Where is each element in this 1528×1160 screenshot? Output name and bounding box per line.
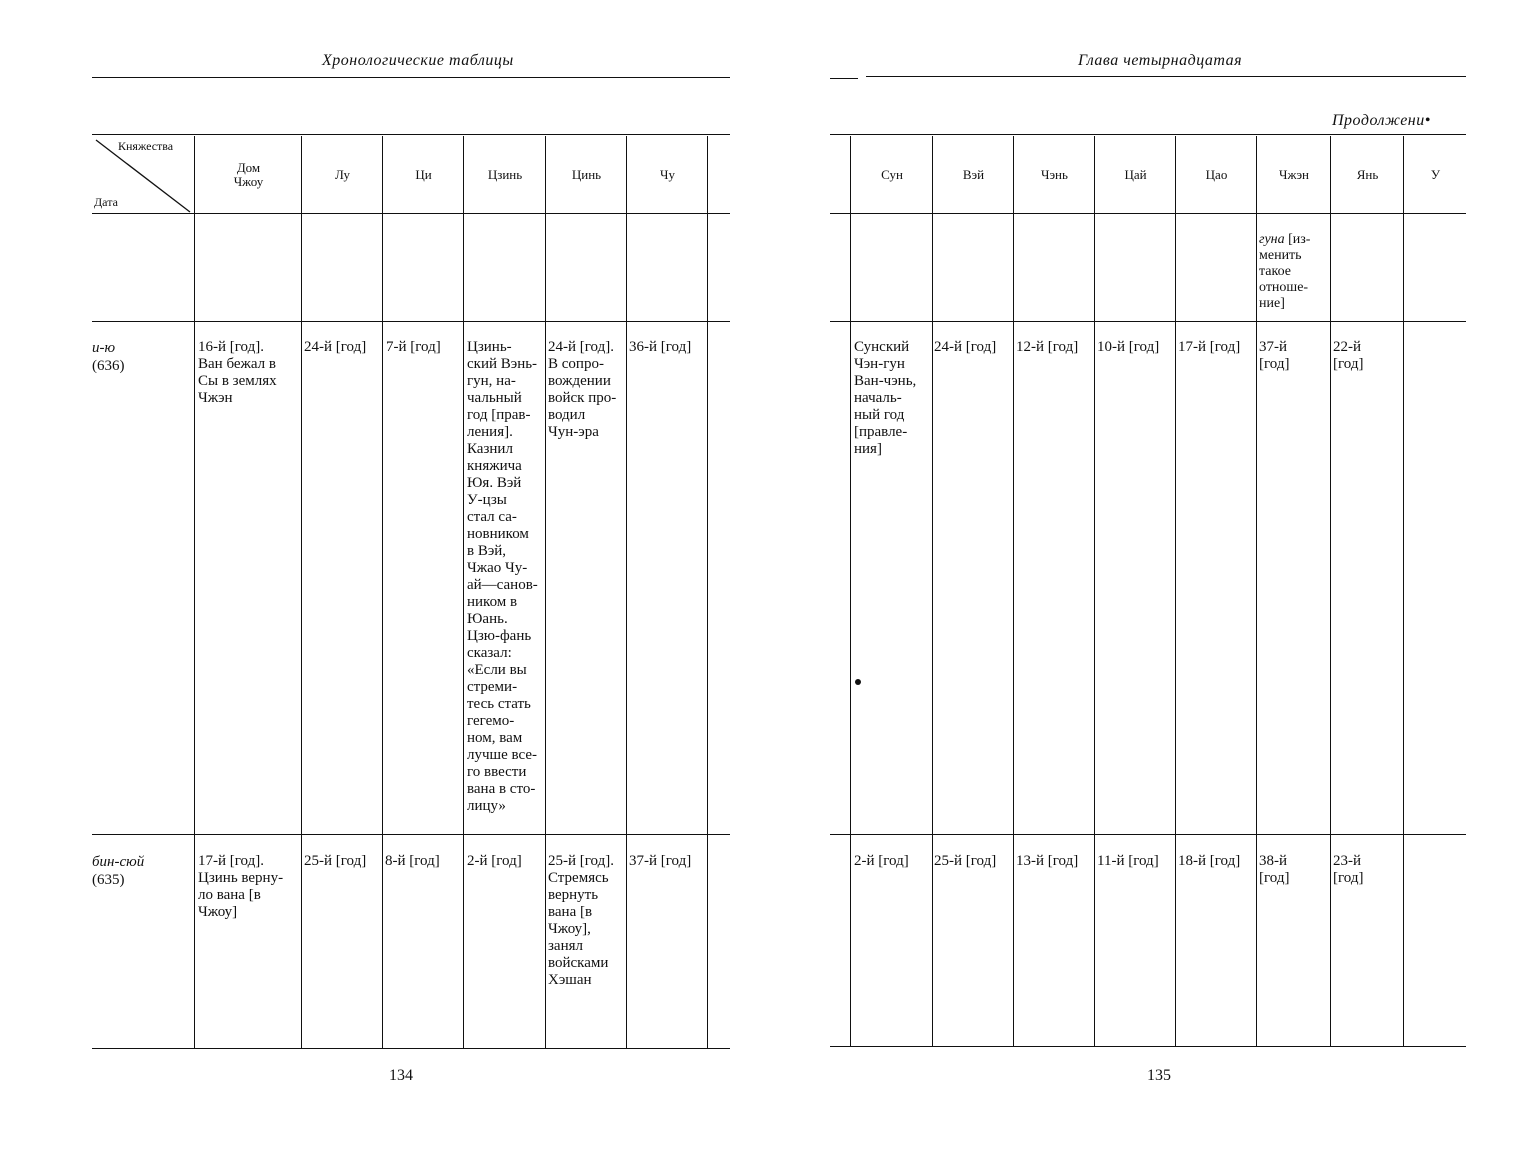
right-col-divider [1175,136,1176,1046]
table-cell: 11-й [год] [1097,853,1159,869]
column-header-tsin: Цинь [571,166,602,182]
corner-header-top: Княжества [118,139,174,153]
left-col-divider [626,136,627,1048]
right-head-rule [866,76,1466,77]
right-col-divider [850,136,851,1046]
column-header-dom-chzhou: Дом Чжоу [233,159,264,189]
left-col-divider [707,136,708,1048]
table-cell: 17-й [год] [1178,339,1241,355]
right-col-divider [1094,136,1095,1046]
table-cell: Сунский Чэн-гун Ван-чэнь, началь- ный год [правле- ния] [854,339,917,457]
bullet-mark [855,679,861,685]
table-cell: 36-й [год] [629,339,692,355]
continuation-label: Продолжени• [1332,112,1431,129]
table-cell: 22-й [год] [1333,339,1364,372]
column-header-lu: Лу [335,166,350,182]
column-header-tsi: Ци [415,166,432,182]
right-row1-rule [830,321,1466,322]
table-cell: 37-й [год] [629,853,692,869]
left-row1-rule [92,321,730,322]
table-cell: 37-й [год] [1259,339,1290,372]
table-cell: 17-й [год]. Цзинь верну- ло вана [в Чжоу] [198,853,284,920]
left-table-top-rule [92,134,730,135]
table-cell [1257,232,1331,312]
table-cell: 10-й [год] [1097,339,1160,355]
table-cell: 25-й [год]. Стремясь вернуть вана [в Чжоу], занял войсками Хэшан [548,853,614,988]
column-header-yan: Янь [1356,166,1379,182]
left-table-bottom-rule [92,1048,730,1049]
table-cell: 2-й [год] [467,853,522,869]
date-era: и-ю [92,340,116,356]
table-cell: 25-й [год] [304,853,367,869]
right-head-rule-short [830,78,858,79]
column-header-chu: Чу [660,166,675,182]
date-year: (636) [92,358,125,374]
left-page-number: 134 [389,1067,413,1084]
right-running-head: Глава четырнадцатая [1078,52,1243,69]
column-header-sun: Сун [881,166,903,182]
column-header-tsao: Цао [1205,166,1228,182]
table-cell: 18-й [год] [1178,853,1241,869]
right-row2-rule [830,834,1466,835]
column-header-vei: Вэй [962,166,985,182]
table-cell: Цзинь- ский Вэнь- гун, на- чальный год [прав- ления]. Казнил княжича Юя. Вэй У-цзы стал са- новником в Вэй, Чжао Чу- ай—санов- ником в Юань. Цзю-фань сказал: «Если вы стреми- тесь стать гегемо- ном, вам лучше все- го ввести вана в сто- лицу» [467,339,538,814]
table-cell: 13-й [год] [1016,853,1079,869]
date-year: (635) [92,872,125,888]
left-running-head: Хронологические таблицы [322,52,514,69]
corner-header-bottom: Дата [94,195,118,209]
table-cell: 24-й [год]. В сопро- вождении войск про- водил Чун-эра [548,339,617,440]
date-era: бин-сюй [92,854,145,870]
left-col-divider [463,136,464,1048]
right-table-bottom-rule [830,1046,1466,1047]
table-cell: 2-й [год] [854,853,909,869]
table-cell: 16-й [год]. Ван бежал в Сы в землях Чжэн [198,339,277,406]
column-header-tszin: Цзинь [487,166,523,182]
table-cell: 8-й [год] [385,853,440,869]
table-cell: 25-й [год] [934,853,997,869]
date-cell-row3 [92,853,144,889]
date-cell-row2 [92,339,125,375]
cell-rest: [из- менить такое отноше- ние] [1259,232,1311,311]
left-col-divider [301,136,302,1048]
left-head-rule [92,77,730,78]
table-cell: 24-й [год] [304,339,367,355]
left-row2-rule [92,834,730,835]
right-col-divider [932,136,933,1046]
left-col-divider [382,136,383,1048]
column-header-u: У [1430,166,1441,182]
column-header-chzhen: Чжэн [1279,166,1309,182]
right-table-top-rule [830,134,1466,135]
right-col-divider [1013,136,1014,1046]
right-table-header-rule [830,213,1466,214]
column-header-chen: Чэнь [1041,166,1068,182]
table-cell: 7-й [год] [386,339,441,355]
column-header-tsai: Цай [1124,166,1147,182]
table-cell: 12-й [год] [1016,339,1079,355]
italic-word: гуна [1259,232,1285,247]
table-cell: 24-й [год] [934,339,997,355]
left-col-divider [194,136,195,1048]
right-col-divider [1403,136,1404,1046]
table-cell: 38-й [год] [1259,853,1290,886]
table-cell: 23-й [год] [1333,853,1364,886]
right-page-number: 135 [1147,1067,1171,1084]
